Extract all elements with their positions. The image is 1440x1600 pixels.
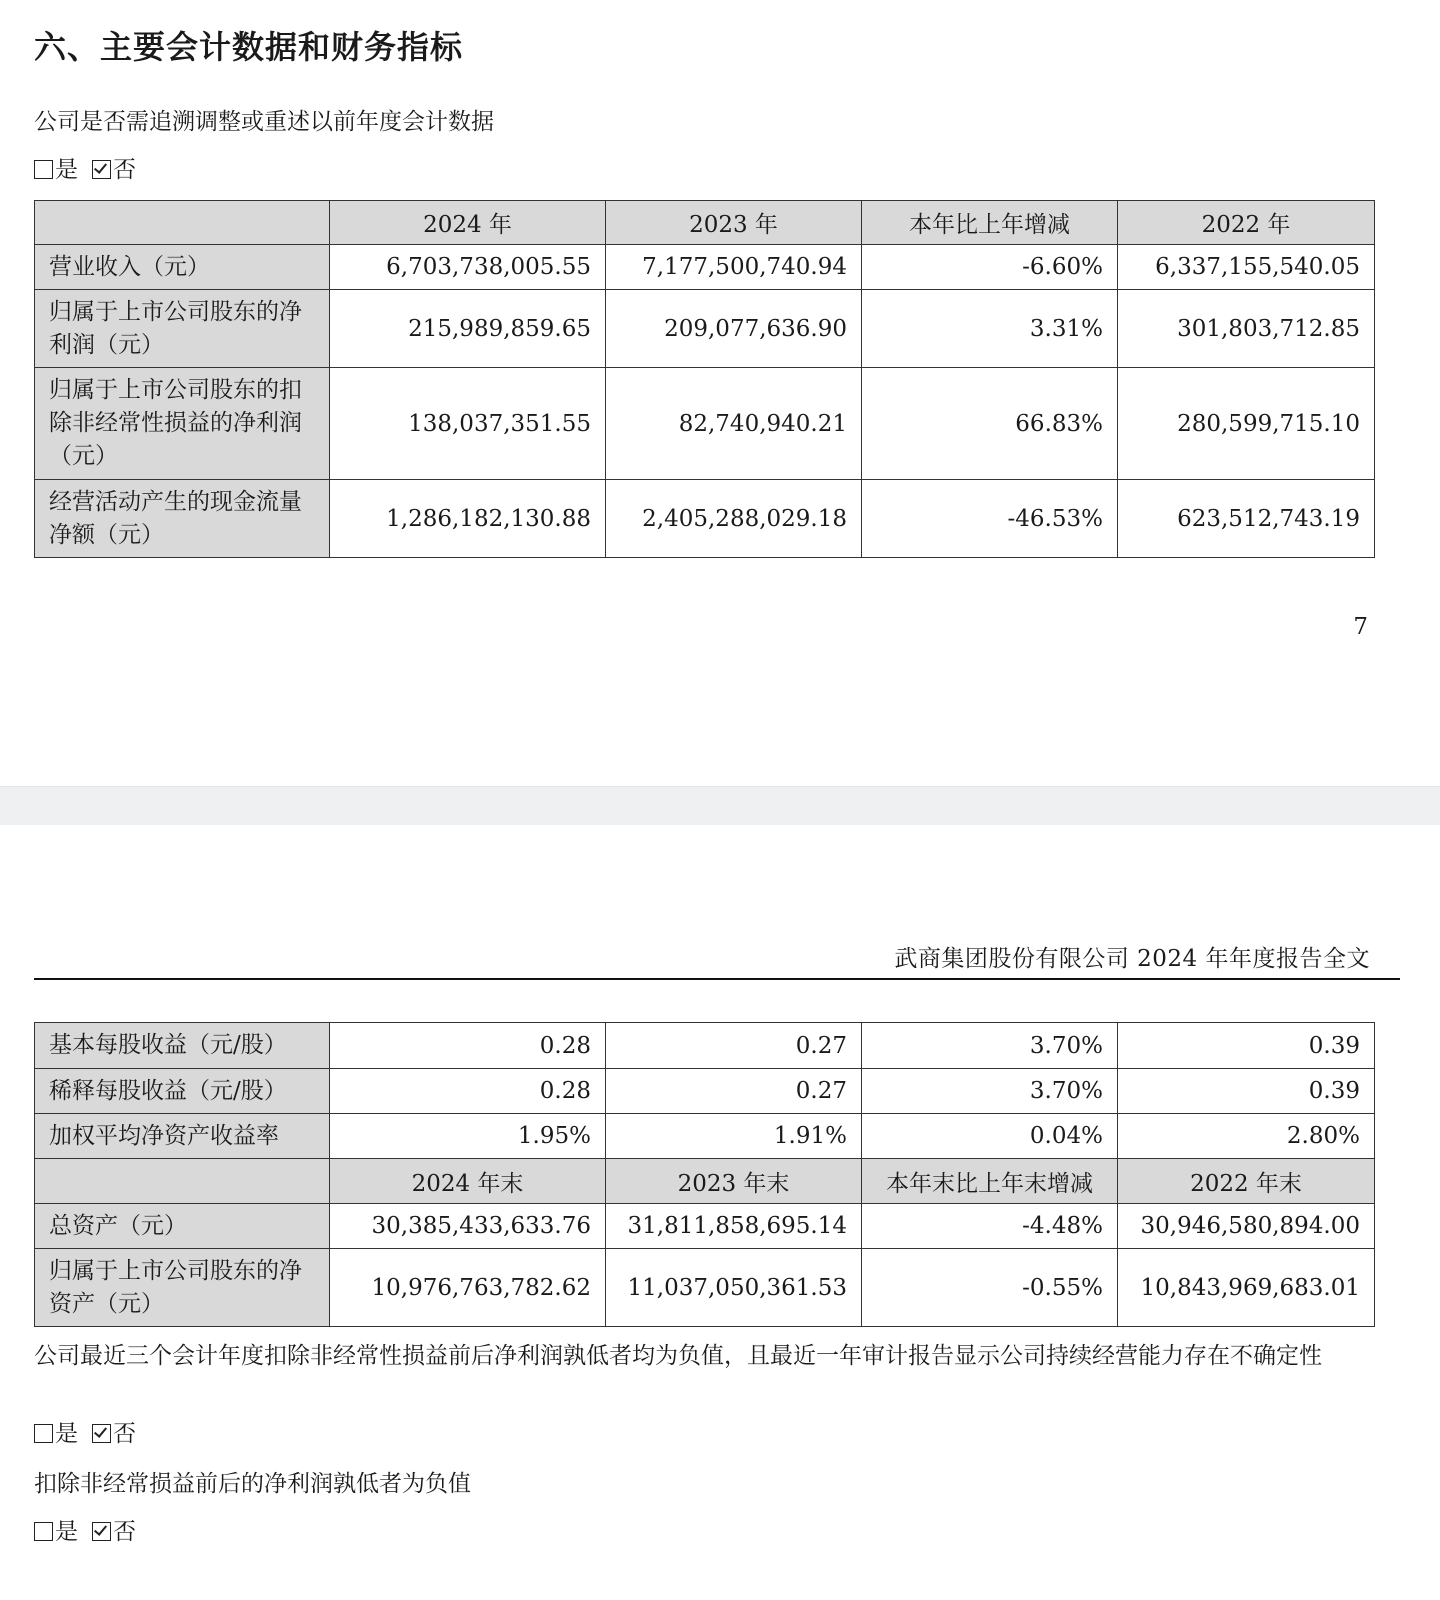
table-row	[35, 368, 1375, 480]
restate-options	[34, 154, 136, 186]
value-cell: 0.28	[330, 1069, 606, 1114]
header-cell: 2024 年末	[330, 1159, 606, 1204]
option-yes-label: 是	[55, 157, 78, 183]
row-label: 稀释每股收益（元/股）	[35, 1069, 330, 1114]
value-cell: 30,946,580,894.00	[1118, 1204, 1375, 1249]
value-cell: 7,177,500,740.94	[606, 245, 862, 290]
checkbox-no-checked-icon[interactable]	[92, 1424, 111, 1443]
row-label: 经营活动产生的现金流量净额（元）	[35, 480, 330, 558]
option-no-label: 否	[113, 1519, 136, 1545]
table-row	[35, 290, 1375, 368]
value-cell: 31,811,858,695.14	[606, 1204, 862, 1249]
row-label: 总资产（元）	[35, 1204, 330, 1249]
value-cell: 3.31%	[862, 290, 1118, 368]
value-cell: 209,077,636.90	[606, 290, 862, 368]
value-cell: -0.55%	[862, 1249, 1118, 1327]
row-label: 归属于上市公司股东的净资产（元）	[35, 1249, 330, 1327]
value-cell: 215,989,859.65	[330, 290, 606, 368]
value-cell: 10,843,969,683.01	[1118, 1249, 1375, 1327]
header-cell	[35, 201, 330, 245]
value-cell: 2,405,288,029.18	[606, 480, 862, 558]
option-no-label: 否	[113, 157, 136, 183]
table-row	[35, 480, 1375, 558]
page-number: 7	[1353, 614, 1368, 640]
option-yes-label: 是	[55, 1519, 78, 1545]
row-label: 营业收入（元）	[35, 245, 330, 290]
table-row	[35, 1204, 1375, 1249]
value-cell: 11,037,050,361.53	[606, 1249, 862, 1327]
value-cell: 0.39	[1118, 1023, 1375, 1069]
checkbox-yes-icon[interactable]	[34, 1424, 53, 1443]
value-cell: 10,976,763,782.62	[330, 1249, 606, 1327]
page-separator	[0, 786, 1440, 825]
table-row	[35, 245, 1375, 290]
value-cell: -4.48%	[862, 1204, 1118, 1249]
value-cell: 0.04%	[862, 1114, 1118, 1159]
header-rule	[34, 978, 1400, 980]
value-cell: 30,385,433,633.76	[330, 1204, 606, 1249]
value-cell: 3.70%	[862, 1023, 1118, 1069]
value-cell: 0.27	[606, 1069, 862, 1114]
value-cell: 301,803,712.85	[1118, 290, 1375, 368]
value-cell: 0.27	[606, 1023, 862, 1069]
negative-profit-options	[34, 1516, 136, 1548]
option-yes-label: 是	[55, 1421, 78, 1447]
value-cell: 1.95%	[330, 1114, 606, 1159]
going-concern-question: 公司最近三个会计年度扣除非经常性损益前后净利润孰低者均为负值，且最近一年审计报告显示公司持续经营能力存在不确定性	[34, 1343, 1322, 1369]
header-cell: 本年比上年增减	[862, 201, 1118, 245]
table-row	[35, 1114, 1375, 1159]
value-cell: 280,599,715.10	[1118, 368, 1375, 480]
table-row	[35, 1249, 1375, 1327]
value-cell: 1.91%	[606, 1114, 862, 1159]
row-label: 归属于上市公司股东的扣除非经常性损益的净利润（元）	[35, 368, 330, 480]
value-cell: 623,512,743.19	[1118, 480, 1375, 558]
value-cell: 6,703,738,005.55	[330, 245, 606, 290]
table-row	[35, 1023, 1375, 1069]
header-cell: 2022 年	[1118, 201, 1375, 245]
restate-question: 公司是否需追溯调整或重述以前年度会计数据	[34, 109, 494, 135]
financial-table-1	[34, 200, 1375, 558]
row-label: 基本每股收益（元/股）	[35, 1023, 330, 1069]
row-label: 加权平均净资产收益率	[35, 1114, 330, 1159]
option-no-label: 否	[113, 1421, 136, 1447]
value-cell: 0.28	[330, 1023, 606, 1069]
value-cell: 1,286,182,130.88	[330, 480, 606, 558]
value-cell: 82,740,940.21	[606, 368, 862, 480]
value-cell: 6,337,155,540.05	[1118, 245, 1375, 290]
checkbox-no-checked-icon[interactable]	[92, 160, 111, 179]
checkbox-yes-icon[interactable]	[34, 1522, 53, 1541]
table-row	[35, 1069, 1375, 1114]
going-concern-options	[34, 1418, 136, 1450]
value-cell: 2.80%	[1118, 1114, 1375, 1159]
header-cell	[35, 1159, 330, 1204]
header-cell: 2023 年	[606, 201, 862, 245]
value-cell: 66.83%	[862, 368, 1118, 480]
header-cell: 2023 年末	[606, 1159, 862, 1204]
checkbox-yes-icon[interactable]	[34, 160, 53, 179]
value-cell: 138,037,351.55	[330, 368, 606, 480]
value-cell: -6.60%	[862, 245, 1118, 290]
value-cell: 0.39	[1118, 1069, 1375, 1114]
table-header-row	[35, 201, 1375, 245]
section-title: 六、主要会计数据和财务指标	[34, 28, 464, 66]
negative-profit-question: 扣除非经常损益前后的净利润孰低者为负值	[34, 1471, 471, 1497]
running-header: 武商集团股份有限公司 2024 年年度报告全文	[894, 946, 1370, 972]
header-cell: 2024 年	[330, 201, 606, 245]
value-cell: -46.53%	[862, 480, 1118, 558]
table-header-row	[35, 1159, 1375, 1204]
header-cell: 2022 年末	[1118, 1159, 1375, 1204]
row-label: 归属于上市公司股东的净利润（元）	[35, 290, 330, 368]
value-cell: 3.70%	[862, 1069, 1118, 1114]
checkbox-no-checked-icon[interactable]	[92, 1522, 111, 1541]
header-cell: 本年末比上年末增减	[862, 1159, 1118, 1204]
financial-table-2	[34, 1022, 1375, 1327]
